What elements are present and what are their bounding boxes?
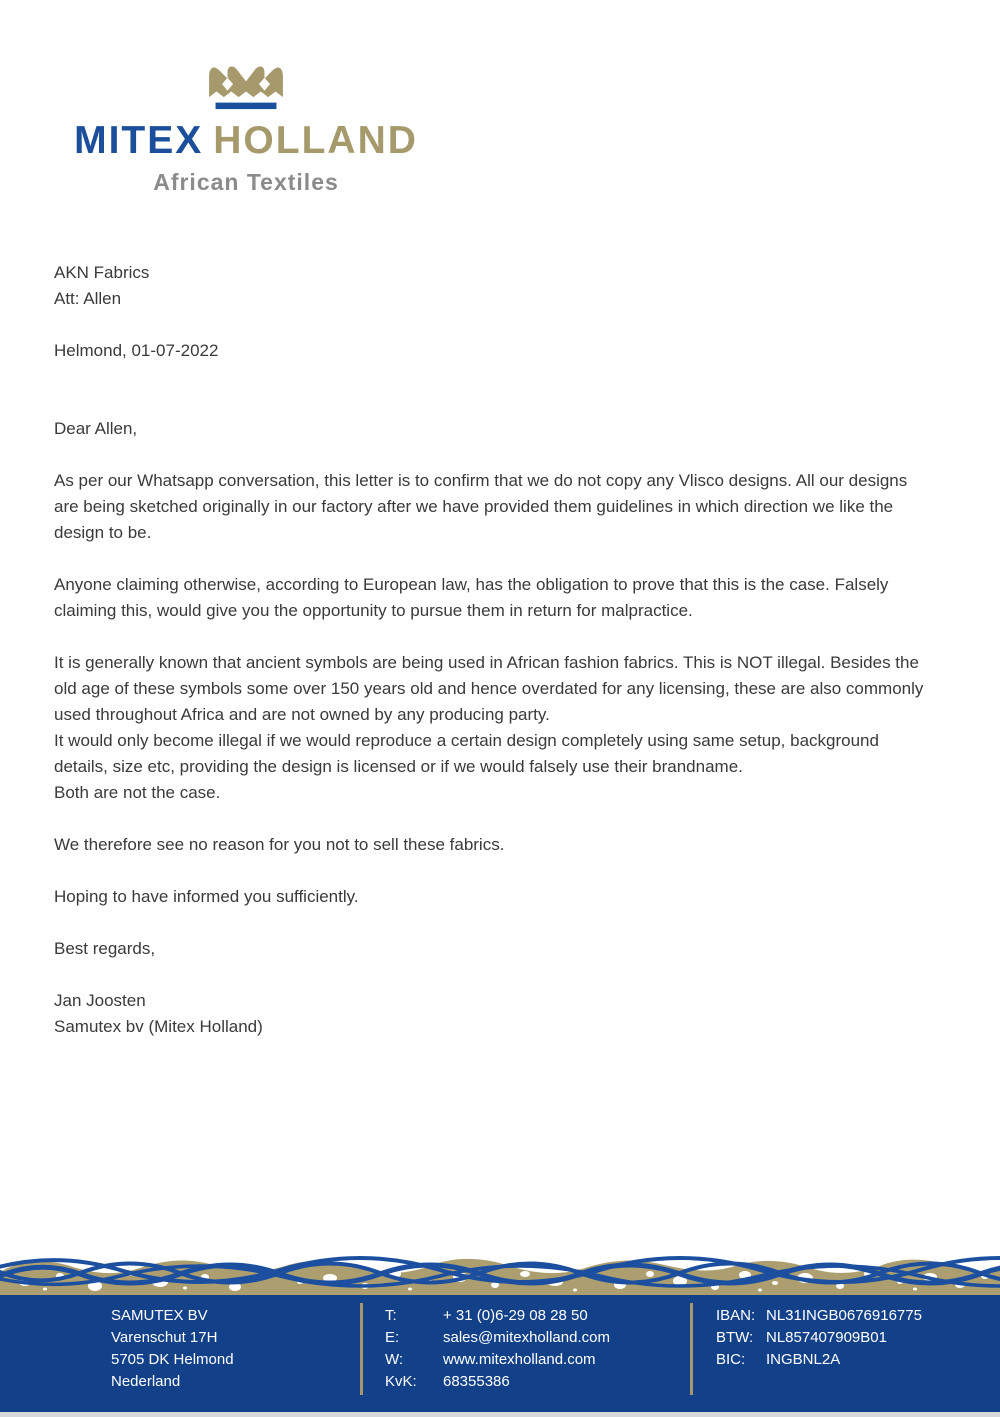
- paragraph-line: We therefore see no reason for you not to sell these fabrics.: [54, 835, 505, 854]
- brand-name-holland: HOLLAND: [213, 119, 418, 162]
- footer-address-line: Nederland: [111, 1373, 181, 1390]
- paragraph-line: Hoping to have informed you sufficiently.: [54, 887, 359, 906]
- crown-icon: [65, 62, 427, 110]
- footer-bank-row: [716, 1305, 922, 1327]
- brand-name-mitex: MITEX: [74, 119, 204, 162]
- footer-bank-row-value: INGBNL2A: [766, 1351, 841, 1368]
- dateline: Helmond, 01-07-2022: [54, 341, 219, 360]
- recipient-line: AKN Fabrics: [54, 263, 150, 282]
- page-bottom-strip: [0, 1412, 1000, 1417]
- footer-bank: [716, 1305, 922, 1371]
- paragraph-line: Anyone claiming otherwise, according to European law, has the obligation to prove that this is the case. Falsely claiming this, would give you the opportunity to pursue them in return for malpractice.: [54, 575, 889, 620]
- brand-tagline: African Textiles: [153, 169, 339, 195]
- footer-address-line: Varenschut 17H: [111, 1329, 218, 1346]
- paragraph-line: It would only become illegal if we would reproduce a certain design completely using same setup, background details, size etc, providing the design is licensed or if we would falsely use their brandname.: [54, 731, 879, 776]
- footer-contact-row-value: sales@mitexholland.com: [443, 1329, 610, 1346]
- company-logo: [65, 62, 427, 196]
- signature-line: Samutex bv (Mitex Holland): [54, 1017, 263, 1036]
- paragraph-line: Both are not the case.: [54, 783, 221, 802]
- footer-contact-row-label: T:: [385, 1307, 397, 1324]
- footer-contact-row: [385, 1349, 610, 1371]
- footer-contact: [385, 1305, 610, 1393]
- letter-paragraph: [54, 884, 932, 910]
- footer-divider-left: [360, 1303, 363, 1395]
- footer-divider-right: [690, 1303, 693, 1395]
- footer-bank-row-label: IBAN:: [716, 1307, 756, 1324]
- paragraph-line: As per our Whatsapp conversation, this letter is to confirm that we do not copy any Vlisco designs. All our designs are being sketched originally in our factory after we have provided them guidelines in which direction we like the design to be.: [54, 471, 908, 542]
- footer-bank-row: [716, 1349, 922, 1371]
- signature-block: [54, 988, 932, 1040]
- footer-contact-row: [385, 1327, 610, 1349]
- footer-bank-row-label: BIC:: [716, 1351, 746, 1368]
- footer-contact-row-value: 68355386: [443, 1373, 510, 1390]
- footer-bank-row-label: BTW:: [716, 1329, 754, 1346]
- footer-bank-row: [716, 1327, 922, 1349]
- textile-pattern-band: [0, 1252, 1000, 1295]
- footer-contact-row-label: W:: [385, 1351, 404, 1368]
- footer-contact-row: [385, 1305, 610, 1327]
- closing: Best regards,: [54, 939, 156, 958]
- footer-contact-row-value: www.mitexholland.com: [443, 1351, 596, 1368]
- footer-address-line: SAMUTEX BV: [111, 1307, 208, 1324]
- letter-body: [54, 260, 932, 1066]
- footer-contact-row-label: KvK:: [385, 1373, 417, 1390]
- footer-bank-row-value: NL857407909B01: [766, 1329, 887, 1346]
- recipient-line: Att: Allen: [54, 289, 122, 308]
- letter-paragraphs: [54, 468, 932, 910]
- footer-contact-row-label: E:: [385, 1329, 400, 1346]
- paragraph-line: It is generally known that ancient symbols are being used in African fashion fabrics. This is NOT illegal. Besides the old age of these symbols some over 150 years old and hence overdated for any licensing, these are also commonly used throughout Africa and are not owned by any producing party.: [54, 653, 924, 724]
- footer-contact-row-value: + 31 (0)6-29 08 28 50: [443, 1307, 588, 1324]
- brand-name: [65, 121, 427, 160]
- footer-contact-row: [385, 1371, 610, 1393]
- footer-address: [111, 1305, 234, 1393]
- footer-address-line: 5705 DK Helmond: [111, 1351, 234, 1368]
- letter-paragraph: [54, 468, 932, 546]
- recipient-block: [54, 260, 932, 312]
- letter-paragraph: [54, 572, 932, 624]
- letter-paragraph: [54, 832, 932, 858]
- letter-paragraph: [54, 650, 932, 806]
- salutation: Dear Allen,: [54, 419, 138, 438]
- footer-bank-row-value: NL31INGB0676916775: [766, 1307, 922, 1324]
- page-footer: [0, 1295, 1000, 1412]
- signature-line: Jan Joosten: [54, 991, 146, 1010]
